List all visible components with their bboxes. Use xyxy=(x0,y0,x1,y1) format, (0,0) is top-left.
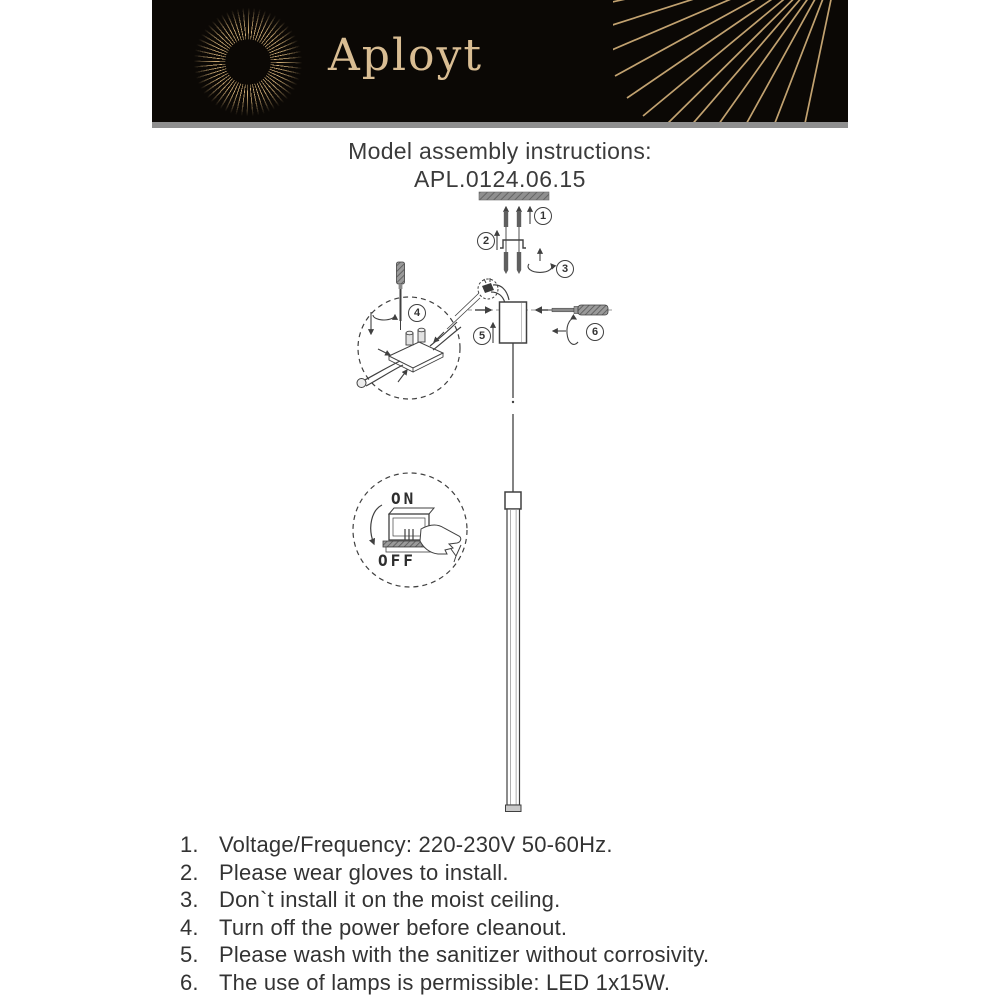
page-title: Model assembly instructions: xyxy=(348,138,652,164)
step-number: 1 xyxy=(539,209,547,222)
mounting-bracket-step2 xyxy=(497,231,526,250)
item-number: 3. xyxy=(180,887,199,913)
list-item xyxy=(180,941,840,969)
pendant-tube xyxy=(505,492,521,812)
step-number: 3 xyxy=(561,262,569,275)
ceiling-plate xyxy=(479,192,549,200)
sunburst-logo-icon xyxy=(192,6,304,118)
list-item xyxy=(180,859,840,887)
step-badge-3 xyxy=(556,260,574,278)
step-badge-2 xyxy=(477,232,495,250)
item-number: 4. xyxy=(180,914,199,940)
step-number: 2 xyxy=(482,234,490,247)
item-text: Don`t install it on the moist ceiling. xyxy=(219,887,561,913)
instruction-list xyxy=(180,831,840,997)
suspension-cable xyxy=(512,343,514,492)
item-text: The use of lamps is permissible: LED 1x15W. xyxy=(219,969,671,995)
brand-header xyxy=(152,0,848,128)
list-item xyxy=(180,914,840,942)
assembly-diagram xyxy=(340,185,630,820)
step-number: 4 xyxy=(413,306,421,319)
item-number: 6. xyxy=(180,969,199,995)
brand-name: Aployt xyxy=(328,30,484,81)
step-number: 5 xyxy=(478,329,486,342)
item-text: Voltage/Frequency: 220-230V 50-60Hz. xyxy=(219,832,613,857)
decorative-rays-icon xyxy=(613,0,848,122)
step-number: 6 xyxy=(591,325,599,338)
rotate-symbol-step3 xyxy=(528,249,552,272)
list-item xyxy=(180,969,840,997)
item-text: Please wear gloves to install. xyxy=(219,859,509,885)
list-item xyxy=(180,831,840,859)
item-text: Turn off the power before cleanout. xyxy=(219,914,568,940)
step-badge-6 xyxy=(586,323,604,341)
item-text: Please wash with the sanitizer without corrosivity. xyxy=(219,942,710,968)
terminal-detail-step4 xyxy=(357,262,461,399)
item-number: 5. xyxy=(180,942,199,968)
step-badge-5 xyxy=(473,327,491,345)
detail-leader-lines xyxy=(447,293,480,329)
item-number: 1. xyxy=(180,832,199,857)
step-badge-4 xyxy=(408,304,426,322)
wire-connector-detail xyxy=(478,278,509,303)
model-number: APL.0124.06.15 xyxy=(414,166,586,192)
step-badge-1 xyxy=(534,207,552,225)
switch-off-label: OFF xyxy=(378,551,416,570)
item-number: 2. xyxy=(180,859,199,885)
list-item xyxy=(180,886,840,914)
switch-on-label: ON xyxy=(391,489,417,508)
